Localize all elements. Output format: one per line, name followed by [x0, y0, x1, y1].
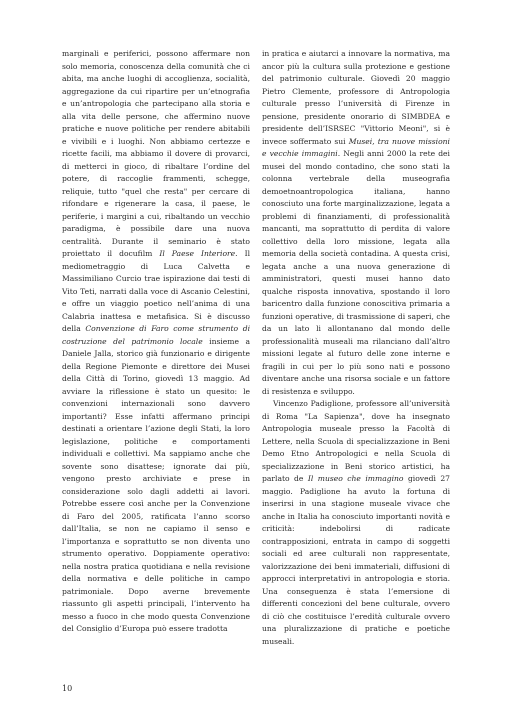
page-number: 10 [62, 684, 73, 693]
paragraph [262, 48, 450, 398]
italic-title: Il Paese Interiore [159, 249, 236, 258]
text-run: Vincenzo Padiglione, professore all’università di Roma "La Sapienza", dove ha insegnato Antropologia museale presso la Facoltà di Lettere, nella Scuola di specializzazione in Beni Demo Etno Antropologici e nella Scuola di specializzazione in Beni storico artistici, ha parlato de [262, 399, 450, 483]
italic-title: Il museo che immagino [307, 474, 404, 483]
right-column [262, 48, 450, 648]
italic-title: Musei, tra nuove missioni e vecchie immagini [262, 136, 450, 158]
text-run: giovedì 27 maggio. Padiglione ha avuto la fortuna di inserirsi in una stagione museale vivace che anche in Italia ha conosciuto importanti novità e criticità: indebolirsi di radicate contrapposizioni, entrata in campo di soggetti sociali ed aree culturali non rappresentate, valorizzazione dei beni immateriali, diffusioni di approcci interpretativi in antropologia e storia. Una conseguenza è stata l’emersione di differenti concezioni del bene culturale, ovvero di ciò che costituisce l’eredità culturale ovvero una pluralizzazione di pratiche e poetiche museali. [262, 474, 450, 646]
text-run: in pratica e aiutarci a innovare la normativa, ma ancor più la cultura sulla protezione e gestione del patrimonio culturale. Giovedì 20 maggio Pietro Clemente, professore di Antropologia culturale presso l’università di Firenze in pensione, presidente onorario di SIMBDEA e presidente dell’ISRSEC "Vittorio Meoni", si è invece soffermato sui [262, 49, 450, 146]
text-run: marginali e periferici, possono affermare non solo memoria, conoscenza della comunità che ci abita, ma anche luoghi di accoglienza, socialità, aggregazione da cui ripartire per un’etnografia e un’antropologia che partecipano alla storia e alla vita delle persone, che affermino nuove pratiche e nuove politiche per rendere abitabili e vivibili e i luoghi. Non abbiamo certezze e ricette facili, ma abbiamo il dovere di provarci, di metterci in gioco, di ribaltare l’ordine del potere, di raccoglie frammenti, schegge, reliquie, tutto "quel che resta" per cercare di rifondare e rigenerare la casa, il paese, le periferie, i margini a cui, ribaltando un vecchio paradigma, è possibile dare una nuova centralità. Durante il seminario è stato proiettato il docufilm [62, 49, 250, 258]
text-run: . Negli anni 2000 la rete dei musei del mondo contadino, che sono stati la colonna vertebrale della museografia demoetnoantropologica italiana, hanno conosciuto una forte marginalizzazione, legata a problemi di finanziamenti, di professionalità mancanti, ma soprattutto di perdita di valore collettivo della loro missione, legata alla memoria della società contadina. A questa crisi, legata anche a una nuova generazione di amministratori, questi musei hanno dato qualche risposta innovativa, spostando il loro baricentro dalla funzione conoscitiva primaria a funzioni operative, di trasmissione di saperi, che da un lato li allontanano dal mondo delle professionalità museali ma rilanciano dall’altro missioni legate al futuro delle zone interne e fragili in cui per lo più sono nati e possono diventare anche una risorsa sociale e un fattore di resistenza e sviluppo. [262, 149, 450, 396]
italic-title: Convenzione di Faro come strumento di costruzione del patrimonio locale [62, 324, 250, 346]
paragraph [262, 398, 450, 648]
text-run: insieme a Daniele Jalla, storico già funzionario e dirigente della Regione Piemonte e direttore dei Musei della Città di Torino, giovedì 13 maggio. Ad avviare la riflessione è stato un quesito: le convenzioni internazionali sono davvero importanti? Esse infatti affermano principi destinati a orientare l’azione degli Stati, la loro legislazione, politiche e comportamenti individuali e collettivi. Ma sappiamo anche che sovente sono disattese; ignorate dai più, vengono presto archiviate e prese in considerazione solo dagli addetti ai lavori. Potrebbe essere così anche per la Convenzione di Faro del 2005, ratificata l’anno scorso dall’Italia, se non ne capiamo il senso e l’importanza e soprattutto se non diventa uno strumento operativo. Doppiamente operativo: nella nostra pratica quotidiana e nella revisione della normativa e delle politiche in campo patrimoniale. Dopo averne brevemente riassunto gli aspetti principali, l’intervento ha messo a fuoco in che modo questa Convenzione del Consiglio d’Europa può essere tradotta [62, 336, 250, 633]
left-column [62, 48, 250, 636]
text-run: . Il mediometraggio di Luca Calvetta e Massimiliano Curcio trae ispirazione dai testi di Vito Teti, narrati dalla voce di Ascanio Celestini, e offre un viaggio poetico nell’anima di una Calabria inattesa e metafisica. Si è discusso della [62, 249, 250, 333]
paragraph [62, 48, 250, 636]
